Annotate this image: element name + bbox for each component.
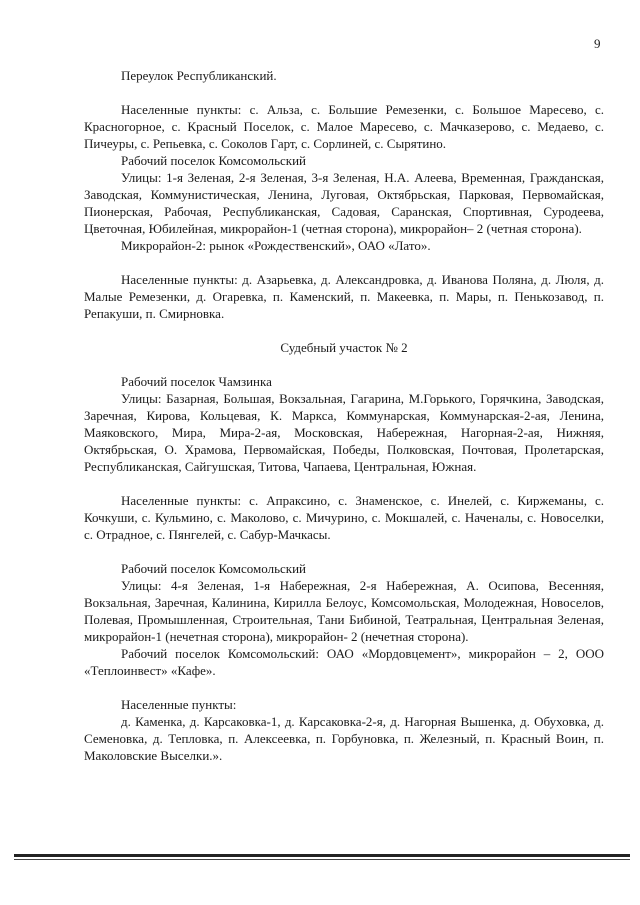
footer-rule-thin bbox=[14, 859, 630, 860]
paragraph: Населенные пункты: bbox=[121, 697, 237, 712]
paragraph: Рабочий поселок Комсомольский: ОАО «Мордовцемент», микрорайон – 2, ООО «Теплоинвест» «Кафе». bbox=[84, 646, 604, 678]
document-body bbox=[84, 67, 604, 764]
footer-rule-thick bbox=[14, 854, 630, 857]
page-number: 9 bbox=[594, 36, 601, 51]
paragraph: Улицы: 4-я Зеленая, 1-я Набережная, 2-я Набережная, А. Осипова, Весенняя, Вокзальная, Заречная, Калинина, Кирилла Белоус, Комсомольская, Молодежная, Новоселов, Полевая, Промышленная, Строительная, Тани Бибиной, Театральная, Центральная Зеленая, микрорайон-1 (нечетная сторона), микрорайон- 2 (нечетная сторона). bbox=[84, 578, 604, 644]
section-heading: Судебный участок № 2 bbox=[280, 340, 408, 355]
paragraph: Рабочий поселок Комсомольский bbox=[121, 153, 307, 168]
paragraph: д. Каменка, д. Карсаковка-1, д. Карсаковка-2-я, д. Нагорная Вышенка, д. Обуховка, д. Семеновка, д. Тепловка, п. Алексеевка, п. Горбуновка, п. Железный, п. Красный Воин, п. Маколовские Выселки.». bbox=[84, 714, 604, 763]
paragraph: Рабочий поселок Комсомольский bbox=[121, 561, 307, 576]
paragraph: Населенные пункты: с. Апраксино, с. Знаменское, с. Инелей, с. Киржеманы, с. Кочкуши, с. Кульмино, с. Маколово, с. Мичурино, с. Мокшалей, с. Наченалы, с. Новоселки, с. Отрадное, с. Пянгелей, с. Сабур-Мачкасы. bbox=[84, 493, 604, 542]
paragraph: Улицы: 1-я Зеленая, 2-я Зеленая, 3-я Зеленая, Н.А. Алеева, Временная, Гражданская, Заводская, Коммунистическая, Ленина, Луговая, Октябрьская, Парковая, Первомайская, Пионерская, Рабочая, Республиканская, Садовая, Саранская, Спортивная, Суродеева, Цветочная, Юбилейная, микрорайон-1 (четная сторона), микрорайон– 2 (четная сторона). bbox=[84, 170, 604, 236]
paragraph: Населенные пункты: д. Азарьевка, д. Александровка, д. Иванова Поляна, д. Люля, д. Малые Ремезенки, д. Огаревка, п. Каменский, п. Макеевка, п. Мары, п. Пенькозавод, п. Репакуши, п. Смирновка. bbox=[84, 272, 604, 321]
paragraph: Населенные пункты: с. Альза, с. Большие Ремезенки, с. Большое Маресево, с. Красногорное, с. Красный Поселок, с. Малое Маресево, с. Мачказерово, с. Медаево, с. Пичеуры, с. Репьевка, с. Соколов Гарт, с. Сорлиней, с. Сырятино. bbox=[84, 102, 604, 151]
paragraph: Улицы: Базарная, Большая, Вокзальная, Гагарина, М.Горького, Горячкина, Заводская, Заречная, Кирова, Кольцевая, К. Маркса, Коммунарская, Коммунарская-2-ая, Ленина, Маяковского, Мира, Мира-2-ая, Московская, Набережная, Нагорная-2-ая, Нижняя, Октябрьская, О. Храмова, Первомайская, Победы, Полковская, Почтовая, Пролетарская, Республиканская, Сайгушская, Титова, Чапаева, Центральная, Южная. bbox=[84, 391, 604, 474]
paragraph: Микрорайон-2: рынок «Рождественский», ОАО «Лато». bbox=[121, 238, 431, 253]
paragraph: Рабочий поселок Чамзинка bbox=[121, 374, 272, 389]
paragraph: Переулок Республиканский. bbox=[121, 68, 277, 83]
